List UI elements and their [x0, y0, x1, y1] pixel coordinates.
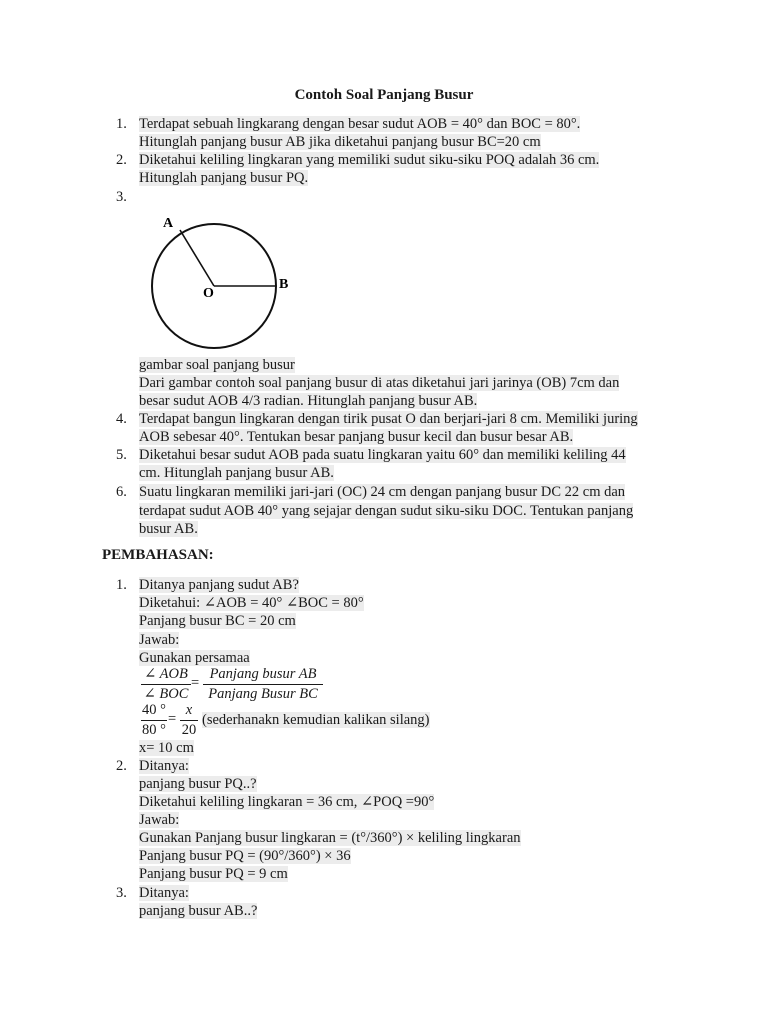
question-2-line-2: Hitunglah panjang busur PQ. — [139, 170, 309, 186]
fraction-angle-ratio — [141, 666, 191, 703]
question-4-number: 4. — [116, 411, 127, 427]
answer-1-line-4: Jawab: — [139, 632, 180, 648]
question-6-line-3: busur AB. — [139, 521, 198, 537]
fraction-bar — [141, 720, 167, 721]
fraction-x-denominator: 20 — [181, 722, 197, 738]
fraction-angle-denominator: ∠ BOC — [143, 686, 189, 702]
answer-1-result: x= 10 cm — [139, 740, 194, 756]
fraction-arc-denominator: Panjang Busur BC — [208, 686, 318, 702]
fraction-angle-numerator: ∠ AOB — [144, 666, 188, 682]
fraction-bar — [180, 720, 198, 721]
question-6-line-1: Suatu lingkaran memiliki jari-jari (OC) 24 cm dengan panjang busur DC 22 cm dan — [139, 484, 626, 500]
answer-1-line-2: Diketahui: ∠AOB = 40° ∠BOC = 80° — [139, 595, 364, 611]
question-4-line-2: AOB sebesar 40°. Tentukan besar panjang busur kecil dan busur besar AB. — [139, 429, 574, 445]
answer-1-number: 1. — [116, 577, 127, 593]
formula-note: (sederhanakn kemudian kalikan silang) — [202, 712, 430, 728]
answer-2-line-5: Gunakan Panjang busur lingkaran = (t°/360°) × keliling lingkaran — [139, 830, 521, 846]
question-2-number: 2. — [116, 152, 127, 168]
question-5-line-2: cm. Hitunglah panjang busur AB. — [139, 465, 334, 481]
circle-figure — [140, 205, 300, 355]
answer-2-line-1: Ditanya: — [139, 758, 189, 774]
question-6-line-2: terdapat sudut AOB 40° yang sejajar dengan sudut siku-siku DOC. Tentukan panjang — [139, 503, 634, 519]
answer-3-line-1: Ditanya: — [139, 885, 189, 901]
question-5-line-1: Diketahui besar sudut AOB pada suatu lingkaran yaitu 60° dan memiliki keliling 44 — [139, 447, 626, 463]
question-2-line-1: Diketahui keliling lingkaran yang memiliki sudut siku-siku POQ adalah 36 cm. — [139, 152, 600, 168]
question-1-line-2: Hitunglah panjang busur AB jika diketahui panjang busur BC=20 cm — [139, 134, 541, 150]
answer-2-line-2: panjang busur PQ..? — [139, 776, 257, 792]
fraction-arc-numerator: Panjang busur AB — [209, 666, 317, 682]
fraction-x-numerator: x — [185, 702, 193, 718]
fraction-arc-ratio — [203, 666, 323, 703]
radius-oa — [180, 230, 214, 286]
equals-sign: = — [191, 675, 200, 691]
answer-3-number: 3. — [116, 885, 127, 901]
answer-2-line-3: Diketahui keliling lingkaran = 36 cm, ∠POQ =90° — [139, 794, 435, 810]
question-1-number: 1. — [116, 116, 127, 132]
pembahasan-heading: PEMBAHASAN: — [102, 547, 214, 563]
question-3-number: 3. — [116, 189, 127, 205]
figure-caption: gambar soal panjang busur — [139, 357, 295, 373]
answer-2-line-4: Jawab: — [139, 812, 180, 828]
answer-2-line-6: Panjang busur PQ = (90°/360°) × 36 — [139, 848, 351, 864]
equals-sign: = — [168, 711, 177, 727]
fraction-bar — [141, 684, 191, 685]
answer-1-line-1: Ditanya panjang sudut AB? — [139, 577, 299, 593]
question-3-line-1: Dari gambar contoh soal panjang busur di atas diketahui jari jarinya (OB) 7cm dan — [139, 375, 620, 391]
question-5-number: 5. — [116, 447, 127, 463]
point-b-label: B — [279, 277, 289, 292]
point-o-label: O — [203, 286, 214, 301]
question-3-line-2: besar sudut AOB 4/3 radian. Hitunglah panjang busur AB. — [139, 393, 478, 409]
point-a-label: A — [163, 216, 174, 231]
answer-2-line-7: Panjang busur PQ = 9 cm — [139, 866, 288, 882]
fraction-bar — [203, 684, 323, 685]
answer-1-line-5: Gunakan persamaa — [139, 650, 250, 666]
question-1-line-1: Terdapat sebuah lingkarang dengan besar sudut AOB = 40° dan BOC = 80°. — [139, 116, 581, 132]
question-6-number: 6. — [116, 484, 127, 500]
question-4-line-1: Terdapat bangun lingkaran dengan tirik pusat O dan berjari-jari 8 cm. Memiliki juring — [139, 411, 638, 427]
answer-2-number: 2. — [116, 758, 127, 774]
answer-3-line-2: panjang busur AB..? — [139, 903, 258, 919]
answer-1-line-3: Panjang busur BC = 20 cm — [139, 613, 296, 629]
fraction-degree-numerator: 40 ° — [142, 702, 166, 718]
fraction-degree-denominator: 80 ° — [142, 722, 166, 738]
fraction-x-ratio — [180, 702, 198, 739]
fraction-degree-ratio — [141, 702, 167, 739]
document-title: Contoh Soal Panjang Busur — [294, 87, 474, 103]
